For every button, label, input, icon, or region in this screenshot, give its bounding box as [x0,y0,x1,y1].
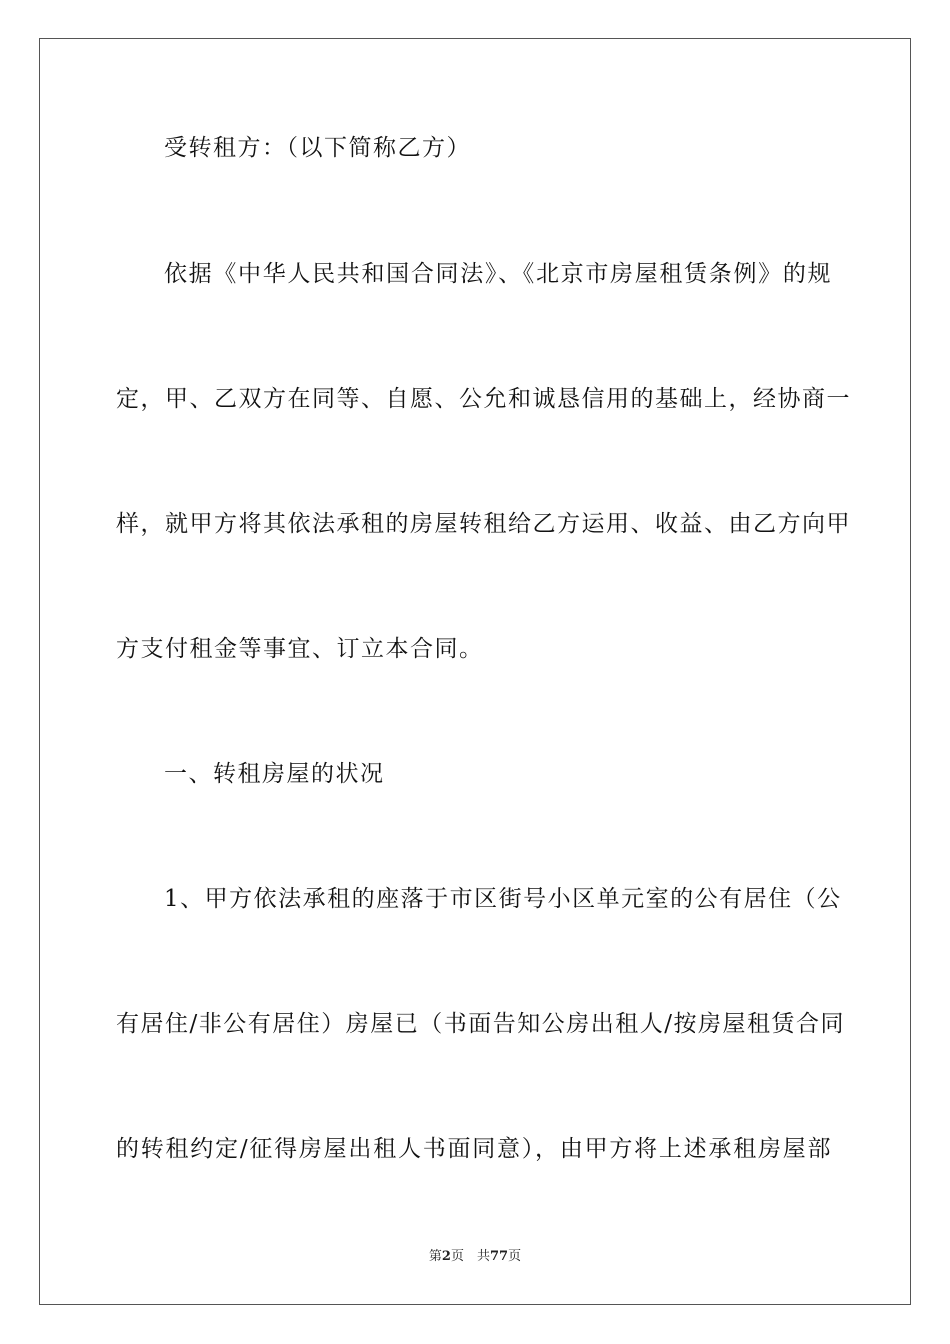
page-border [39,38,911,1305]
section-heading: 一、转租房屋的状况 [164,761,385,787]
paragraph-line-5: 方支付租金等事宜、订立本合同。 [116,636,484,662]
paragraph-line-1: 受转租方：（以下简称乙方） [164,135,471,161]
footer-suffix: 页 [508,1249,522,1264]
page-number: 2 [441,1249,451,1264]
paragraph-line-2: 依据《中华人民共和国合同法》、《北京市房屋租赁条例》的规 [164,261,832,287]
paragraph-line-7: 有居住/非公有居住）房屋已（书面告知公房出租人/按房屋租赁合同 [116,1011,845,1037]
paragraph-line-4: 样，就甲方将其依法承租的房屋转租给乙方运用、收益、由乙方向甲 [116,511,851,537]
footer-mid: 页 共 [450,1249,490,1264]
paragraph-line-3: 定，甲、乙双方在同等、自愿、公允和诚恳信用的基础上，经协商一 [116,386,851,412]
page-footer [0,1245,950,1264]
footer-prefix: 第 [428,1249,442,1264]
paragraph-line-8: 的转租约定/征得房屋出租人书面同意），由甲方将上述承租房屋部 [116,1136,832,1162]
total-pages: 77 [489,1249,509,1264]
paragraph-line-6: 1、甲方依法承租的座落于市区街号小区单元室的公有居住（公 [164,886,842,912]
